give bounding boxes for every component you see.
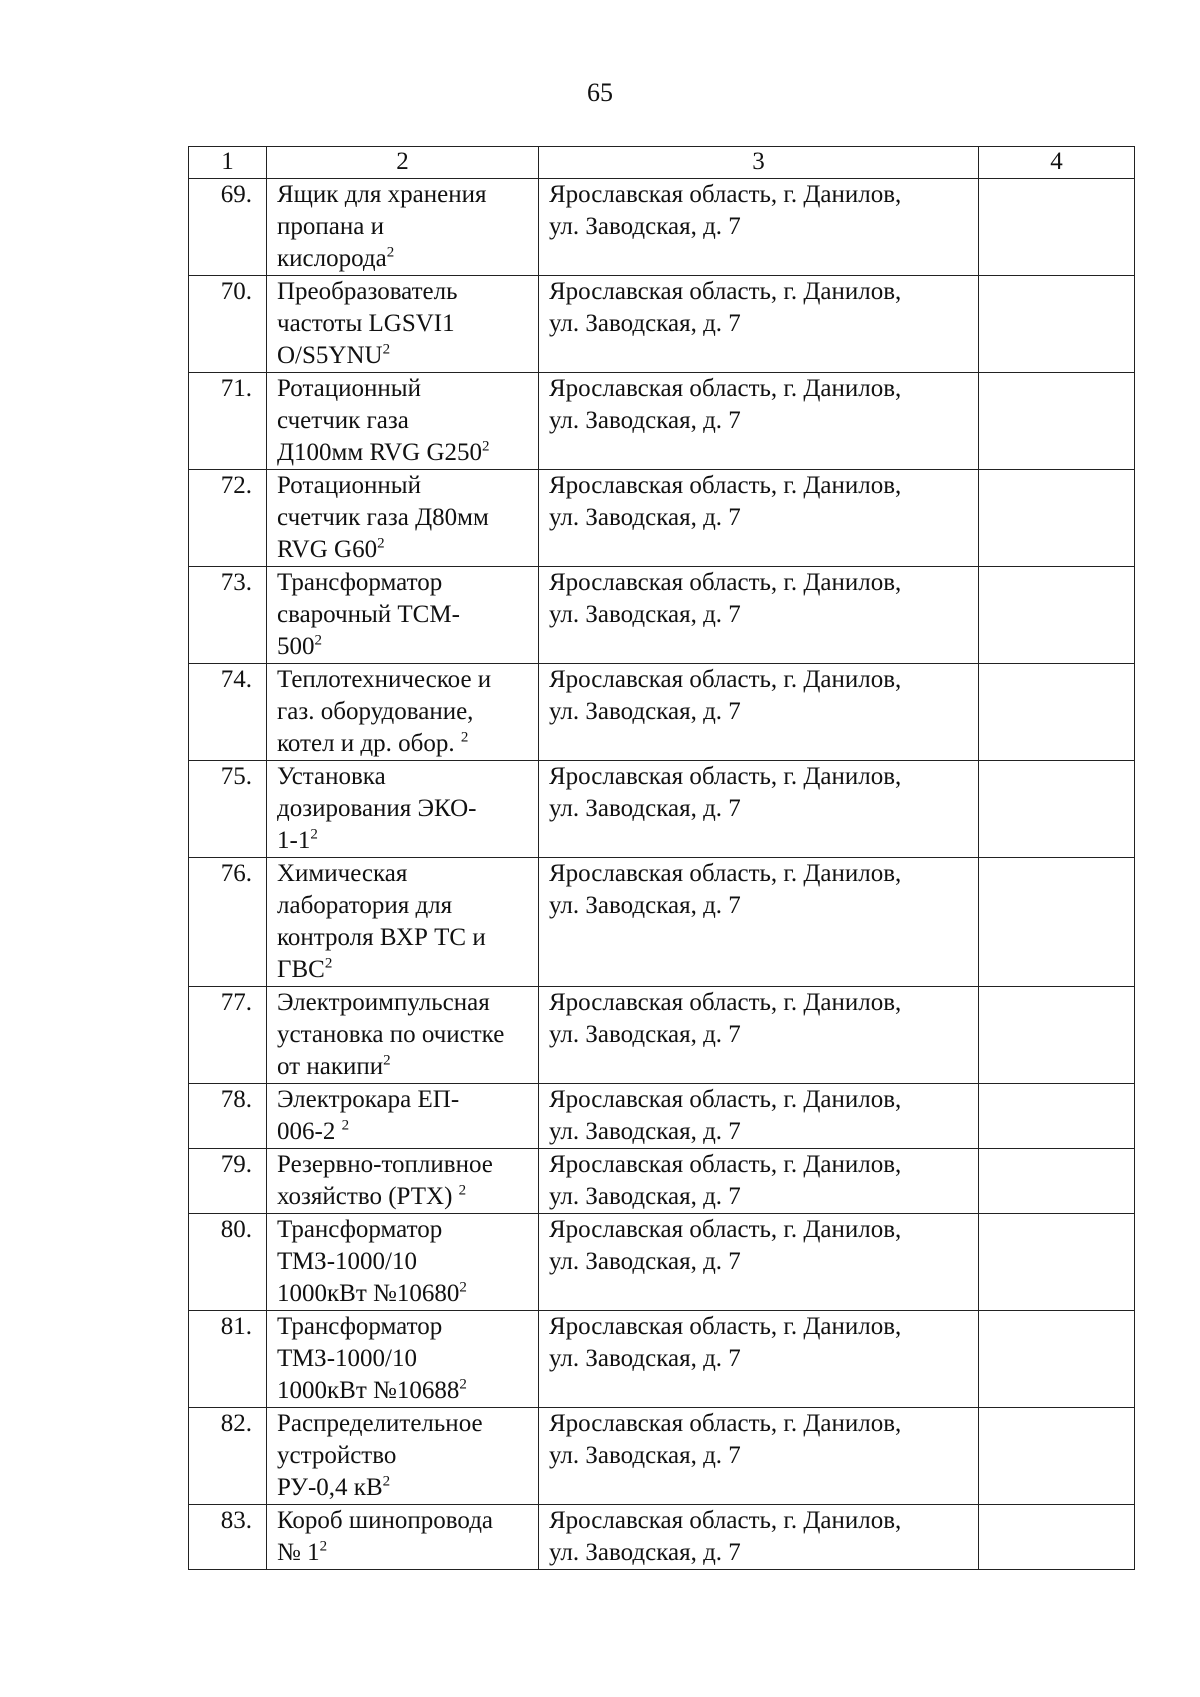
- page-number: 65: [587, 78, 613, 107]
- item-name: Трансформатор ТМЗ-1000/10 1000кВт №10688: [277, 1313, 460, 1404]
- row-number: 70.: [189, 276, 267, 373]
- table-row: [189, 987, 1135, 1084]
- address: Ярославская область, г. Данилов, ул. Заводская, д. 7: [539, 664, 979, 761]
- item-name-cell: [267, 179, 539, 276]
- item-name: Ротационный счетчик газа Д100мм RVG G250: [277, 375, 483, 466]
- footnote-mark: 2: [377, 535, 385, 552]
- item-name-cell: [267, 1214, 539, 1311]
- note: [979, 987, 1135, 1084]
- address: Ярославская область, г. Данилов, ул. Заводская, д. 7: [539, 373, 979, 470]
- item-name-cell: [267, 664, 539, 761]
- address: Ярославская область, г. Данилов, ул. Заводская, д. 7: [539, 858, 979, 987]
- row-number: 80.: [189, 1214, 267, 1311]
- item-name: Преобразователь частоты LGSVI1 O/S5YNU: [277, 278, 458, 369]
- item-name-cell: [267, 987, 539, 1084]
- property-table: [188, 146, 1135, 1570]
- item-name: Трансформатор сварочный ТСМ- 500: [277, 569, 460, 660]
- address: Ярославская область, г. Данилов, ул. Заводская, д. 7: [539, 179, 979, 276]
- item-name: Электрокара ЕП- 006-2: [277, 1086, 460, 1145]
- item-name: Электроимпульсная установка по очистке от накипи: [277, 989, 505, 1080]
- table-row: [189, 664, 1135, 761]
- item-name-cell: [267, 470, 539, 567]
- address: Ярославская область, г. Данилов, ул. Заводская, д. 7: [539, 567, 979, 664]
- note: [979, 470, 1135, 567]
- item-name: Химическая лаборатория для контроля ВХР ТС и ГВС: [277, 860, 486, 983]
- item-name: Установка дозирования ЭКО- 1-1: [277, 763, 477, 854]
- footnote-mark: 2: [314, 632, 322, 649]
- table-row: [189, 1149, 1135, 1214]
- footnote-mark: 2: [458, 1182, 467, 1199]
- item-name: Ящик для хранения пропана и кислорода: [277, 181, 487, 272]
- address: Ярославская область, г. Данилов, ул. Заводская, д. 7: [539, 1505, 979, 1570]
- note: [979, 1149, 1135, 1214]
- row-number: 76.: [189, 858, 267, 987]
- address: Ярославская область, г. Данилов, ул. Заводская, д. 7: [539, 1311, 979, 1408]
- note: [979, 1408, 1135, 1505]
- item-name-cell: [267, 373, 539, 470]
- row-number: 75.: [189, 761, 267, 858]
- item-name: Короб шинопровода № 1: [277, 1507, 494, 1566]
- item-name: Теплотехническое и газ. оборудование, котел и др. обор.: [277, 666, 492, 757]
- note: [979, 373, 1135, 470]
- item-name: Распределительное устройство РУ-0,4 кВ: [277, 1410, 483, 1501]
- note: [979, 664, 1135, 761]
- note: [979, 179, 1135, 276]
- table-row: [189, 179, 1135, 276]
- header-row: [189, 147, 1135, 179]
- table-body: [189, 147, 1135, 1570]
- note: [979, 1505, 1135, 1570]
- header-col-4: 4: [979, 147, 1135, 179]
- table-row: [189, 1214, 1135, 1311]
- table-row: [189, 1408, 1135, 1505]
- footnote-mark: 2: [310, 826, 318, 843]
- footnote-mark: 2: [324, 955, 333, 972]
- table-row: [189, 1311, 1135, 1408]
- note: [979, 1214, 1135, 1311]
- row-number: 77.: [189, 987, 267, 1084]
- address: Ярославская область, г. Данилов, ул. Заводская, д. 7: [539, 276, 979, 373]
- table-row: [189, 858, 1135, 987]
- footnote-mark: 2: [341, 1117, 350, 1134]
- row-number: 79.: [189, 1149, 267, 1214]
- header-col-3: 3: [539, 147, 979, 179]
- footnote-mark: 2: [386, 244, 395, 261]
- table-row: [189, 1505, 1135, 1570]
- row-number: 81.: [189, 1311, 267, 1408]
- item-name-cell: [267, 1084, 539, 1149]
- row-number: 69.: [189, 179, 267, 276]
- footnote-mark: 2: [382, 1473, 391, 1490]
- footnote-mark: 2: [482, 438, 490, 455]
- address: Ярославская область, г. Данилов, ул. Заводская, д. 7: [539, 987, 979, 1084]
- footnote-mark: 2: [382, 341, 391, 358]
- note: [979, 1311, 1135, 1408]
- address: Ярославская область, г. Данилов, ул. Заводская, д. 7: [539, 1408, 979, 1505]
- item-name: Трансформатор ТМЗ-1000/10 1000кВт №10680: [277, 1216, 460, 1307]
- row-number: 83.: [189, 1505, 267, 1570]
- item-name-cell: [267, 761, 539, 858]
- row-number: 73.: [189, 567, 267, 664]
- footnote-mark: 2: [460, 729, 469, 746]
- table-row: [189, 470, 1135, 567]
- header-col-2: 2: [267, 147, 539, 179]
- item-name-cell: [267, 276, 539, 373]
- footnote-mark: 2: [459, 1279, 467, 1296]
- item-name-cell: [267, 1149, 539, 1214]
- row-number: 78.: [189, 1084, 267, 1149]
- address: Ярославская область, г. Данилов, ул. Заводская, д. 7: [539, 761, 979, 858]
- item-name-cell: [267, 1408, 539, 1505]
- item-name-cell: [267, 858, 539, 987]
- item-name: Ротационный счетчик газа Д80мм RVG G60: [277, 472, 489, 563]
- item-name-cell: [267, 1505, 539, 1570]
- row-number: 74.: [189, 664, 267, 761]
- note: [979, 858, 1135, 987]
- address: Ярославская область, г. Данилов, ул. Заводская, д. 7: [539, 470, 979, 567]
- item-name: Резервно-топливное хозяйство (РТХ): [277, 1151, 493, 1210]
- table-row: [189, 567, 1135, 664]
- item-name-cell: [267, 1311, 539, 1408]
- table-row: [189, 761, 1135, 858]
- footnote-mark: 2: [459, 1376, 467, 1393]
- item-name-cell: [267, 567, 539, 664]
- address: Ярославская область, г. Данилов, ул. Заводская, д. 7: [539, 1084, 979, 1149]
- table-row: [189, 373, 1135, 470]
- row-number: 82.: [189, 1408, 267, 1505]
- table-row: [189, 276, 1135, 373]
- footnote-mark: 2: [383, 1052, 391, 1069]
- note: [979, 1084, 1135, 1149]
- row-number: 72.: [189, 470, 267, 567]
- footnote-mark: 2: [319, 1538, 328, 1555]
- note: [979, 276, 1135, 373]
- address: Ярославская область, г. Данилов, ул. Заводская, д. 7: [539, 1214, 979, 1311]
- row-number: 71.: [189, 373, 267, 470]
- address: Ярославская область, г. Данилов, ул. Заводская, д. 7: [539, 1149, 979, 1214]
- note: [979, 761, 1135, 858]
- table-row: [189, 1084, 1135, 1149]
- note: [979, 567, 1135, 664]
- header-col-1: 1: [189, 147, 267, 179]
